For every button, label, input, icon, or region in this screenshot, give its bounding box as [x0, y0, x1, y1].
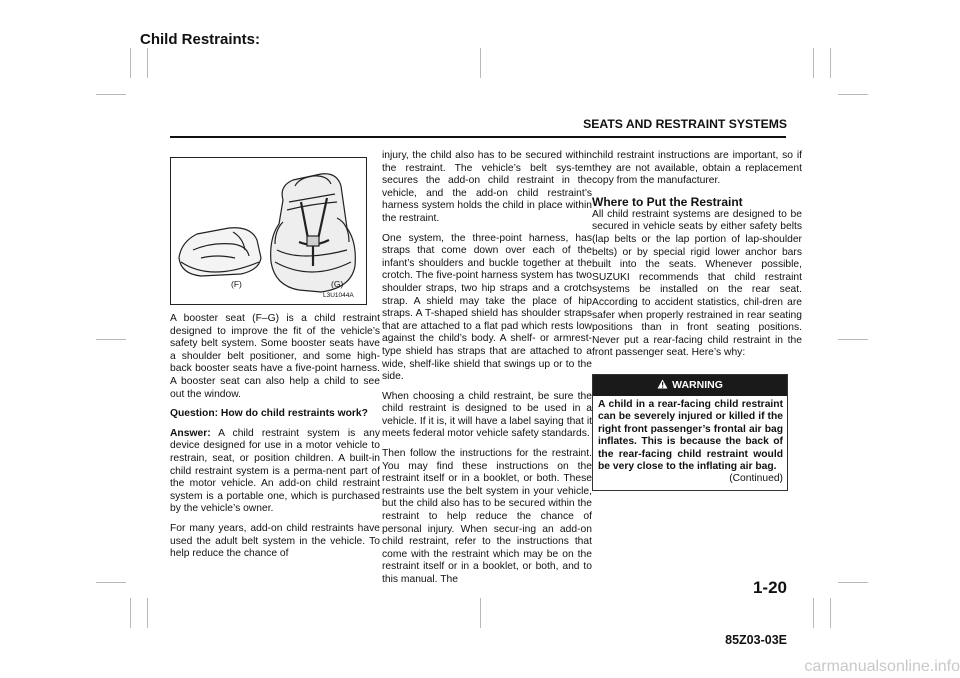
chapter-title: Child Restraints:: [140, 31, 261, 48]
booster-seat-figure: [170, 157, 367, 305]
column-3: [592, 150, 802, 367]
question-heading: Question: How do child restraints work?: [170, 408, 368, 420]
crop-mark: [838, 582, 868, 583]
booster-seat-paragraph: A booster seat (F–G) is a child restraint designed to improve the fit of the vehicle’s safety belt system. Some booster seats have a shoulder belt positioner, and some high-back booster seats have a five-point harness. A booster seat can also help a child to see out the window.: [170, 313, 380, 400]
crop-mark: [147, 598, 148, 628]
crop-mark: [130, 48, 131, 78]
crop-mark: [480, 48, 481, 78]
add-on-restraints-paragraph: For many years, add-on child restraints have used the adult belt system in the vehicle. To help reduce the chance of: [170, 522, 380, 560]
watermark: carmanualsonline.info: [804, 658, 960, 675]
crop-mark: [96, 582, 126, 583]
warning-header: [593, 375, 787, 396]
answer-paragraph: [170, 428, 380, 516]
instructions-paragraph: Then follow the instructions for the restraint. You may find these instructions on the restraint itself or in a booklet, or both. These restraints use the belt system in your vehicle, but the child also has to be secured within the restraint to help reduce the chance of personal injury. When secur-ing an add-on child restraint, refer to the instructions that come with the restraint which may be on the restraint itself or in a booklet, or both, and to this manual. The: [382, 448, 592, 585]
crop-mark: [147, 48, 148, 78]
crop-mark: [480, 598, 481, 628]
warning-box: [592, 374, 788, 491]
warning-triangle-icon: [657, 379, 668, 389]
header-rule: [170, 136, 786, 138]
choosing-restraint-paragraph: When choosing a child restraint, be sure the child restraint is designed to be used in a vehicle. If it is, it will have a label saying that it meets federal motor vehicle safety standards.: [382, 390, 592, 440]
crop-mark: [813, 598, 814, 628]
column-2: [382, 150, 592, 594]
crop-mark: [96, 339, 126, 340]
warning-title: WARNING: [672, 379, 723, 391]
crop-mark: [830, 48, 831, 78]
crop-mark: [96, 94, 126, 95]
injury-paragraph: injury, the child also has to be secured within the restraint. The vehicle’s belt sys-tem secures the add-on child restraint in the vehicle, and the add-on child restraint’s harness system holds the child in place within the restraint.: [382, 150, 592, 224]
crop-mark: [830, 598, 831, 628]
figure-label-g: (G): [331, 279, 344, 289]
crop-mark: [838, 94, 868, 95]
figure-code: L3U1044A: [323, 292, 354, 299]
column-1: [170, 313, 380, 568]
warning-continued: (Continued): [729, 473, 783, 485]
figure-label-f: (F): [231, 279, 242, 289]
warning-text: A child in a rear-facing child restraint can be severely injured or killed if the right front passenger’s frontal air bag inflates. This is because the back of the rear-facing child restraint would be very close to the inflating air bag.: [598, 399, 783, 473]
crop-mark: [813, 48, 814, 78]
answer-text: A child restraint system is any device designed for use in a motor vehicle to restrain, seat, or position children. A built-in child restraint system is a perma-nent part of the motor vehicle. An add-on child restraint system is a portable one, which is purchased by the vehicle’s owner.: [170, 427, 380, 515]
section-title: SEATS AND RESTRAINT SYSTEMS: [583, 117, 787, 131]
crop-mark: [130, 598, 131, 628]
instructions-continued-paragraph: child restraint instructions are important, so if they are not available, obtain a replacement copy from the manufacturer.: [592, 150, 802, 187]
harness-systems-paragraph: One system, the three-point harness, has straps that come down over each of the infant’s shoulders and buckle together at the crotch. The five-point harness system has two shoulder straps, two hip straps and a crotch strap. A shield may take the place of hip straps. A T-shaped shield has shoulder straps that are attached to a flat pad which rests low against the child’s body. A shelf- or armrest-type shield has straps that are attached to a wide, shelf-like shield that swings up or to the side.: [382, 232, 592, 383]
document-code: 85Z03-03E: [725, 633, 787, 647]
crop-mark: [838, 339, 868, 340]
answer-label: Answer:: [170, 427, 211, 439]
warning-body: [593, 396, 787, 490]
placement-paragraph: All child restraint systems are designed to be secured in vehicle seats by either safety belts (lap belts or the lap portion of lap-shoulder belts) or by special rigid lower anchor bars built into the seats. Whenever possible, SUZUKI recommends that child restraint systems be installed on the rear seat. According to accident statistics, chil-dren are safer when properly restrained in rear seating positions than in front seating positions. Never put a rear-facing child restraint in the front passenger seat. Here’s why:: [592, 208, 802, 359]
page-number: 1-20: [752, 578, 787, 597]
where-to-put-heading: Where to Put the Restraint: [592, 194, 743, 209]
